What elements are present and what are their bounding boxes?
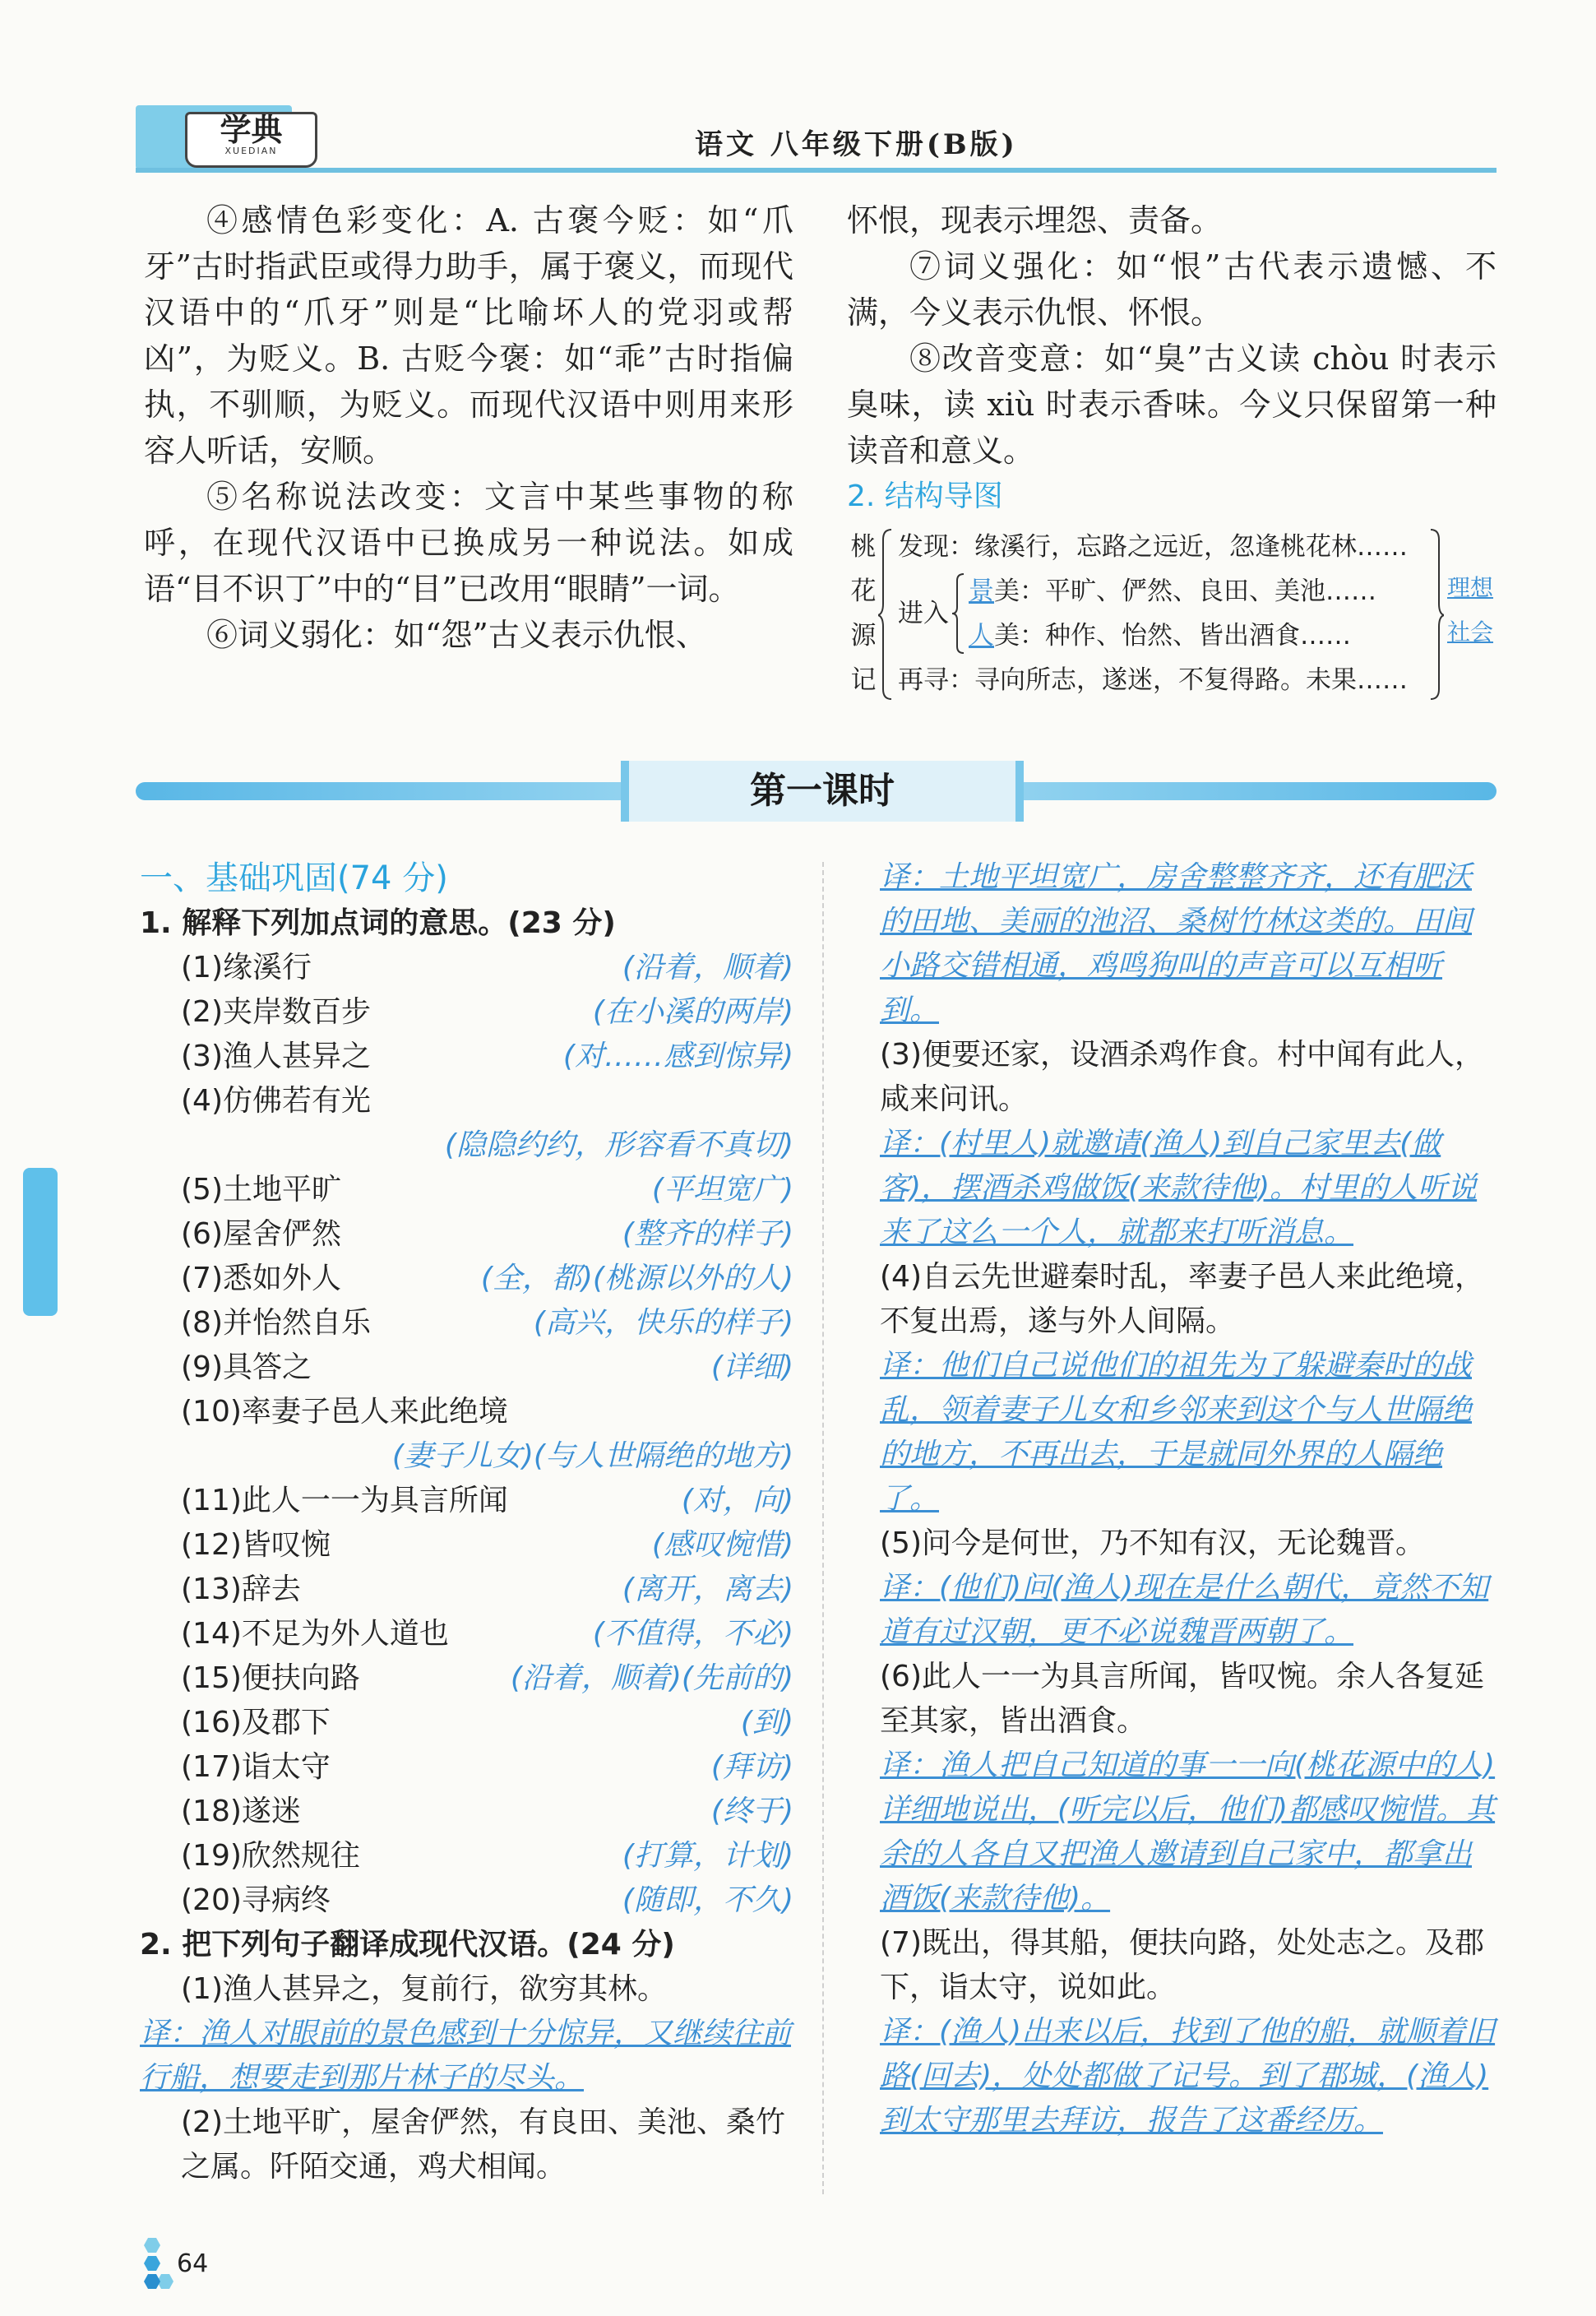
translation-3: 译：(村里人)就邀请(渔人)到自己家里去(做客)，摆酒杀鸡做饭(来款待他)。村里的人听说来了这么一个人，就都来打听消息。 — [880, 1127, 1478, 1249]
sentence-5: (5)问今是何世，乃不知有汉，无论魏晋。 — [880, 1526, 1425, 1560]
side-char: 源 — [850, 621, 877, 651]
vocab-item-text: (17)诣太守 — [181, 1750, 331, 1784]
vocab-item-text: (18)遂迷 — [181, 1795, 301, 1828]
section-title: 一、基础巩固(74 分) — [140, 859, 448, 897]
header-rule — [136, 168, 1497, 173]
translation-4: 译：他们自己说他们的祖先为了躲避秦时的战乱，领着妻子儿女和乡邻来到这个与人世隔绝的地方，不再出去，于是就同外界的人隔绝了。 — [880, 1349, 1473, 1516]
diagram-row-discover: 发现：缘溪行，忘路之远近，忽逢桃花林…… — [898, 532, 1408, 562]
scenery-key: 景 — [969, 577, 994, 606]
vocab-item-text: (1)缘溪行 — [181, 951, 312, 984]
vocab-item-text: (3)渔人甚异之 — [181, 1040, 371, 1073]
diagram-label-society: 社会 — [1447, 618, 1494, 646]
ribbon-box — [621, 761, 1024, 822]
vocab-item-text: (7)悉如外人 — [181, 1262, 341, 1295]
vocab-item-answer: (不值得，不必) — [592, 1617, 793, 1651]
right-brace-icon — [1427, 528, 1444, 701]
vocab-item — [140, 1790, 793, 1834]
diagram-enter-label: 进入 — [898, 599, 949, 628]
sentence-1: (1)渔人甚异之，复前行，欲穷其林。 — [181, 1972, 667, 2006]
vocab-item — [140, 1745, 793, 1790]
vocab-item-answer: (随即，不久) — [622, 1883, 793, 1917]
vocab-item-answer: (对……感到惊异) — [562, 1040, 793, 1073]
vocab-item — [140, 1568, 793, 1612]
diagram-row-people — [969, 614, 1351, 658]
vocab-item — [140, 1035, 793, 1079]
vocab-item — [140, 1523, 793, 1568]
vocab-item-answer: (拜访) — [710, 1750, 793, 1784]
vocab-item: (隐隐约约，形容看不真切) — [444, 1128, 793, 1162]
vocab-item-answer: (高兴，快乐的样子) — [533, 1306, 793, 1340]
paragraph-6: ⑥词义弱化：如“怨”古义表示仇恨、 — [206, 617, 707, 653]
diagram-row-seek-again: 再寻：寻向所志，遂迷，不复得路。未果…… — [898, 665, 1408, 695]
vocab-item-answer: (到) — [740, 1706, 793, 1739]
diagram-row-scenery — [969, 569, 1376, 614]
vocab-item-text: (12)皆叹惋 — [181, 1528, 331, 1562]
paragraph-7: ⑦词义强化：如“恨”古代表示遗憾、不满，今义表示仇恨、怀恨。 — [847, 248, 1497, 331]
translation-7: 译：(渔人)出来以后，找到了他的船，就顺着旧路(回去)，处处都做了记号。到了郡城，(渔人)到太守那里去拜访，报告了这番经历。 — [880, 2015, 1496, 2138]
translation-2: 译：土地平坦宽广，房舍整整齐齐，还有肥沃的田地、美丽的池沼、桑树竹林这类的。田间小路交错相通，鸡鸣狗叫的声音可以互相听到。 — [880, 860, 1473, 1027]
vocab-item-answer: (对，向) — [681, 1484, 793, 1517]
vocab-item — [140, 1301, 793, 1346]
question-1-items — [140, 946, 793, 1923]
lower-left-column — [140, 855, 793, 2189]
vocab-item-text: (13)辞去 — [181, 1573, 301, 1606]
side-char: 花 — [850, 577, 877, 606]
vocab-item — [140, 1346, 793, 1390]
vocab-item-answer: (沿着，顺着) — [622, 951, 793, 984]
vocab-item-answer: (详细) — [710, 1350, 793, 1384]
sentence-2: (2)土地平旷，屋舍俨然，有良田、美池、桑竹之属。阡陌交通，鸡犬相闻。 — [181, 2105, 785, 2184]
vocab-item: (妻子儿女)(与人世隔绝的地方) — [391, 1439, 793, 1473]
vocab-item-text: (9)具答之 — [181, 1350, 312, 1384]
vocab-item-answer: (平坦宽广) — [651, 1173, 793, 1207]
lesson-title: 第一课时 — [750, 770, 895, 812]
vocab-item — [140, 1212, 793, 1257]
top-right-column — [847, 197, 1497, 520]
sentence-7: (7)既出，得其船，便扶向路，处处志之。及郡下，诣太守，说如此。 — [880, 1926, 1484, 2004]
lesson-ribbon — [136, 761, 1497, 822]
vocab-item-answer: (离开，离去) — [622, 1573, 793, 1606]
vocab-item — [140, 1834, 793, 1878]
sentence-3: (3)便要还家，设酒杀鸡作食。村中闻有此人，咸来问讯。 — [880, 1038, 1484, 1116]
vocab-item — [140, 1656, 793, 1701]
vocab-item-text: (14)不足为外人道也 — [181, 1617, 449, 1651]
diagram-side-title — [847, 525, 880, 702]
logo-text: 学典 — [220, 111, 283, 148]
vocab-item-answer: (整齐的样子) — [622, 1217, 793, 1251]
page-number: 64 — [177, 2249, 209, 2278]
paragraph-6-continued: 怀恨，现表示埋怨、责备。 — [847, 202, 1223, 239]
side-tab — [23, 1168, 58, 1316]
paragraph-8: ⑧改音变意：如“臭”古义读 chòu 时表示臭味，读 xiù 时表示香味。今义只保留第一种读音和意义。 — [847, 340, 1497, 469]
vocab-item: (4)仿佛若有光 — [181, 1084, 371, 1118]
vocab-item-text: (8)并怡然自乐 — [181, 1306, 371, 1340]
vocab-item-text: (11)此人一一为具言所闻 — [181, 1484, 508, 1517]
vocab-item-text: (2)夹岸数百步 — [181, 995, 371, 1029]
translation-6: 译：渔人把自己知道的事一一向(桃花源中的人)详细地说出，(听完以后，他们)都感叹惋惜。其余的人各自又把渔人邀请到自己家中，都拿出酒饭(来款待他)。 — [880, 1749, 1496, 1915]
vocab-item — [140, 990, 793, 1035]
vocab-item-answer: (全，都)(桃源以外的人) — [480, 1262, 793, 1295]
header-title: 语文 八年级下册(B版) — [695, 128, 1018, 161]
vocab-item — [140, 1479, 793, 1523]
vocab-item-text: (16)及郡下 — [181, 1706, 331, 1739]
inner-brace-icon — [952, 572, 965, 655]
translation-5: 译：(他们)问(渔人)现在是什么朝代，竟然不知道有过汉朝，更不必说魏晋两朝了。 — [880, 1571, 1489, 1649]
paragraph-5: ⑤名称说法改变：文言中某些事物的称呼，在现代汉语中已换成另一种说法。如成语“目不识丁”中的“目”已改用“眼睛”一词。 — [144, 479, 793, 607]
diagram-label-ideal: 理想 — [1447, 574, 1494, 601]
vocab-item-answer: (沿着，顺着)(先前的) — [510, 1661, 793, 1695]
side-char: 桃 — [850, 532, 877, 562]
left-brace-icon — [878, 528, 895, 701]
vocab-item-text: (5)土地平旷 — [181, 1173, 341, 1207]
translation-1: 译：渔人对眼前的景色感到十分惊异，又继续往前行船，想要走到那片林子的尽头。 — [140, 2017, 792, 2095]
sentence-6: (6)此人一一为具言所闻，皆叹惋。余人各复延至其家，皆出酒食。 — [880, 1660, 1484, 1738]
vocab-item — [140, 1168, 793, 1212]
logo-subtext: XUEDIAN — [224, 146, 278, 156]
sentence-4: (4)自云先世避秦时乱，率妻子邑人来此绝境，不复出焉，遂与外人间隔。 — [880, 1260, 1484, 1338]
question-2-stem: 2. 把下列句子翻译成现代汉语。(24 分) — [140, 1928, 675, 1962]
top-left-column — [144, 197, 793, 658]
vocab-item-text: (20)寻病终 — [181, 1883, 331, 1917]
structure-diagram — [847, 525, 1497, 706]
vocab-item-text: (6)屋舍俨然 — [181, 1217, 341, 1251]
vocab-item: (10)率妻子邑人来此绝境 — [181, 1395, 508, 1429]
people-text: 美：种作、怡然、皆出酒食…… — [994, 621, 1351, 651]
lower-right-column — [880, 855, 1497, 2143]
vocab-item — [140, 1612, 793, 1656]
vocab-item-text: (19)欣然规往 — [181, 1839, 360, 1873]
vocab-item-answer: (打算，计划) — [622, 1839, 793, 1873]
vocab-item — [140, 1878, 793, 1923]
people-key: 人 — [969, 621, 994, 651]
page-header — [136, 105, 1497, 179]
vocab-item-answer: (终于) — [710, 1795, 793, 1828]
column-divider — [822, 862, 824, 2194]
paragraph-4: ④感情色彩变化：A. 古褒今贬：如“爪牙”古时指武臣或得力助手，属于褒义，而现代汉语中的“爪牙”则是“比喻坏人的党羽或帮凶”，为贬义。B. 古贬今褒：如“乖”古时指偏执，不驯顺，为贬义。而现代汉语中则用来形容人听话，安顺。 — [144, 202, 793, 469]
structure-diagram-title: 2. 结构导图 — [847, 479, 1003, 513]
logo — [185, 112, 317, 168]
vocab-item-text: (15)便扶向路 — [181, 1661, 360, 1695]
vocab-item — [140, 946, 793, 990]
question-1-stem: 1. 解释下列加点词的意思。(23 分) — [140, 906, 616, 940]
vocab-item — [140, 1701, 793, 1745]
vocab-item-answer: (在小溪的两岸) — [592, 995, 793, 1029]
vocab-item — [140, 1257, 793, 1301]
scenery-text: 美：平旷、俨然、良田、美池…… — [994, 577, 1376, 606]
vocab-item-answer: (感叹惋惜) — [651, 1528, 793, 1562]
side-char: 记 — [850, 665, 877, 695]
